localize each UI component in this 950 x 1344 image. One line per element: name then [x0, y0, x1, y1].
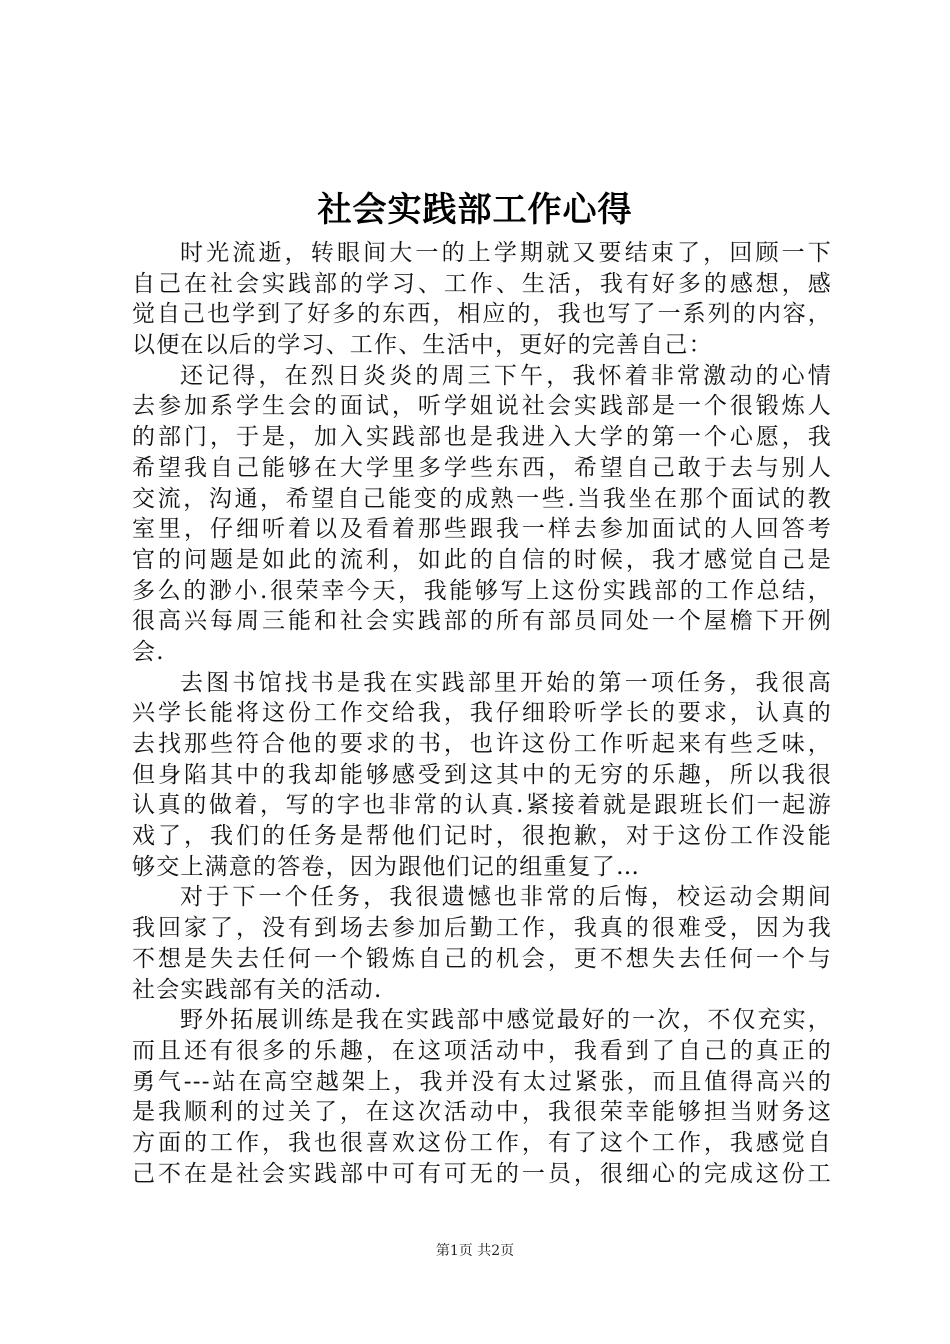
document-body [132, 238, 832, 1189]
paragraph-line: 方面的工作，我也很喜欢这份工作，有了这个工作，我感觉自 [132, 1129, 832, 1156]
paragraph-line: 不想是失去任何一个锻炼自己的机会，更不想失去任何一个与 [132, 945, 832, 972]
paragraph-line: 而且还有很多的乐趣，在这项活动中，我看到了自己的真正的 [132, 1037, 832, 1064]
paragraph-line: 去图书馆找书是我在实践部里开始的第一项任务，我很高 [180, 669, 832, 696]
paragraph-line: 的部门，于是，加入实践部也是我进入大学的第一个心愿，我 [132, 424, 832, 451]
paragraph-line: 交流，沟通，希望自己能变的成熟一些.当我坐在那个面试的教 [132, 485, 832, 512]
paragraph-line: 还记得，在烈日炎炎的周三下午，我怀着非常激动的心情 [180, 362, 832, 389]
paragraph-line: 希望我自己能够在大学里多学些东西，希望自己敢于去与别人 [132, 454, 832, 481]
paragraph-line: 室里，仔细听着以及看着那些跟我一样去参加面试的人回答考 [132, 516, 832, 543]
paragraph-line: 以便在以后的学习、工作、生活中，更好的完善自己： [132, 332, 713, 359]
paragraph-line: 够交上满意的答卷，因为跟他们记的组重复了… [132, 853, 641, 880]
paragraph-line: 认真的做着，写的字也非常的认真.紧接着就是跟班长们一起游 [132, 792, 832, 819]
paragraph-line: 戏了，我们的任务是帮他们记时，很抱歉，对于这份工作没能 [132, 823, 832, 850]
paragraph-line: 是我顺利的过关了，在这次活动中，我很荣幸能够担当财务这 [132, 1099, 832, 1126]
paragraph-line: 自己在社会实践部的学习、工作、生活，我有好多的感想，感 [132, 270, 832, 297]
paragraph-line: 觉自己也学到了好多的东西，相应的，我也写了一系列的内容， [132, 301, 832, 328]
paragraph-line: 官的问题是如此的流利，如此的自信的时候，我才感觉自己是 [132, 546, 832, 573]
page-number: 第1页 共2页 [435, 1243, 515, 1259]
paragraph-line: 很高兴每周三能和社会实践部的所有部员同处一个屋檐下开例 [132, 608, 832, 635]
paragraph-line: 己不在是社会实践部中可有可无的一员，很细心的完成这份工 [132, 1160, 832, 1187]
paragraph-line: 时光流逝，转眼间大一的上学期就又要结束了，回顾一下 [180, 240, 832, 266]
paragraph-line: 去找那些符合他的要求的书，也许这份工作听起来有些乏味， [132, 731, 832, 757]
paragraph-line: 社会实践部有关的活动. [132, 976, 383, 1003]
paragraph-line: 我回家了，没有到场去参加后勤工作，我真的很难受，因为我 [132, 915, 832, 942]
paragraph-line: 勇气---站在高空越架上，我并没有太过紧张，而且值得高兴的 [132, 1068, 832, 1095]
document-title: 社会实践部工作心得 [317, 190, 633, 230]
paragraph-line: 会. [132, 638, 165, 665]
paragraph-line: 去参加系学生会的面试，听学姐说社会实践部是一个很锻炼人 [132, 393, 832, 420]
paragraph-line: 但身陷其中的我却能够感受到这其中的无穷的乐趣，所以我很 [132, 761, 832, 788]
paragraph-line: 对于下一个任务，我很遗憾也非常的后悔，校运动会期间 [180, 884, 832, 911]
paragraph-line: 野外拓展训练是我在实践部中感觉最好的一次，不仅充实， [180, 1007, 832, 1034]
paragraph-line: 多么的渺小.很荣幸今天，我能够写上这份实践部的工作总结， [132, 577, 832, 604]
paragraph-line: 兴学长能将这份工作交给我，我仔细聆听学长的要求，认真的 [132, 700, 832, 727]
